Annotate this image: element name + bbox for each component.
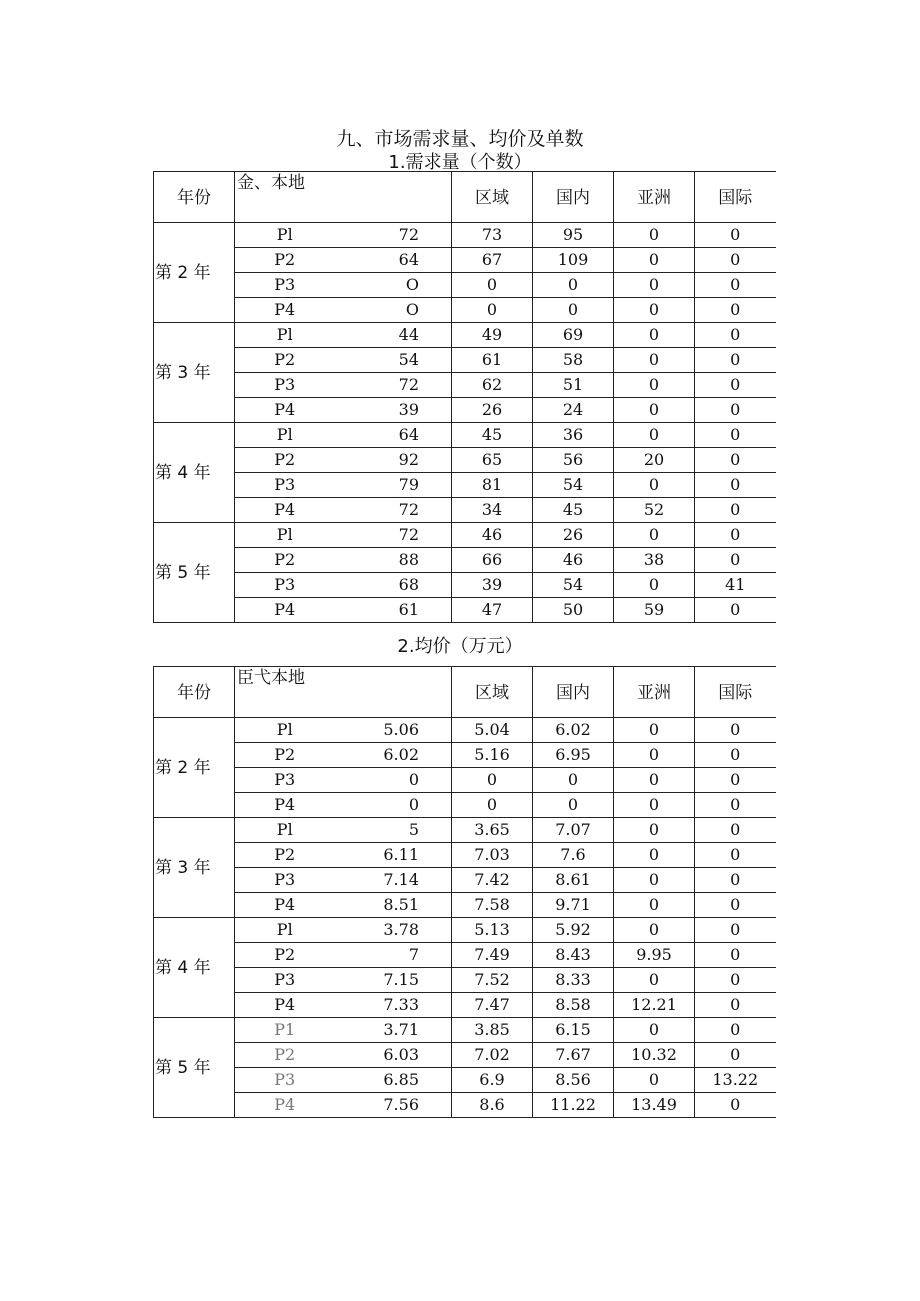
product-cell: P4	[235, 598, 335, 623]
region-cell: 46	[452, 523, 533, 548]
region-cell: 67	[452, 248, 533, 273]
region-cell: 3.85	[452, 1018, 533, 1043]
region-cell: 7.49	[452, 943, 533, 968]
header-region: 区域	[452, 172, 533, 223]
region-cell: 7.42	[452, 868, 533, 893]
product-cell: P4	[235, 298, 335, 323]
local-cell: 72	[335, 498, 452, 523]
region-cell: 7.02	[452, 1043, 533, 1068]
local-cell: 3.71	[335, 1018, 452, 1043]
region-cell: 7.58	[452, 893, 533, 918]
table-row	[154, 573, 776, 598]
intl-cell: 0	[695, 743, 776, 768]
header-asia: 亚洲	[614, 172, 695, 223]
local-cell: 54	[335, 348, 452, 373]
product-cell: P2	[235, 943, 335, 968]
asia-cell: 0	[614, 223, 695, 248]
product-cell: P3	[235, 273, 335, 298]
year-cell: 第 3 年	[154, 818, 235, 918]
product-cell: P3	[235, 373, 335, 398]
region-cell: 26	[452, 398, 533, 423]
table-row	[154, 1043, 776, 1068]
local-cell: 61	[335, 598, 452, 623]
table-row	[154, 943, 776, 968]
table-row	[154, 423, 776, 448]
table-row	[154, 1018, 776, 1043]
product-cell: P4	[235, 793, 335, 818]
product-cell: P3	[235, 573, 335, 598]
local-cell: 39	[335, 398, 452, 423]
local-cell: 64	[335, 423, 452, 448]
year-cell: 第 3 年	[154, 323, 235, 423]
table-row	[154, 968, 776, 993]
local-cell: O	[335, 298, 452, 323]
product-cell: P3	[235, 968, 335, 993]
local-cell: 0	[335, 768, 452, 793]
header-intl: 国际	[695, 172, 776, 223]
region-cell: 73	[452, 223, 533, 248]
domestic-cell: 6.95	[533, 743, 614, 768]
intl-cell: 0	[695, 893, 776, 918]
domestic-cell: 0	[533, 768, 614, 793]
domestic-cell: 54	[533, 473, 614, 498]
table-row	[154, 273, 776, 298]
domestic-cell: 54	[533, 573, 614, 598]
year-cell: 第 4 年	[154, 918, 235, 1018]
local-cell: 7.56	[335, 1093, 452, 1118]
domestic-cell: 8.56	[533, 1068, 614, 1093]
table-row	[154, 498, 776, 523]
domestic-cell: 50	[533, 598, 614, 623]
domestic-cell: 69	[533, 323, 614, 348]
intl-cell: 0	[695, 523, 776, 548]
intl-cell: 0	[695, 718, 776, 743]
table-row	[154, 868, 776, 893]
intl-cell: 0	[695, 473, 776, 498]
asia-cell: 0	[614, 793, 695, 818]
domestic-cell: 0	[533, 298, 614, 323]
intl-cell: 0	[695, 1043, 776, 1068]
region-cell: 0	[452, 793, 533, 818]
table-row	[154, 793, 776, 818]
intl-cell: 0	[695, 498, 776, 523]
intl-cell: 0	[695, 223, 776, 248]
local-cell: 3.78	[335, 918, 452, 943]
intl-cell: 0	[695, 943, 776, 968]
domestic-cell: 58	[533, 348, 614, 373]
region-cell: 7.03	[452, 843, 533, 868]
product-cell: P2	[235, 248, 335, 273]
year-cell: 第 4 年	[154, 423, 235, 523]
domestic-cell: 11.22	[533, 1093, 614, 1118]
region-cell: 5.04	[452, 718, 533, 743]
year-cell: 第 2 年	[154, 718, 235, 818]
asia-cell: 0	[614, 818, 695, 843]
domestic-cell: 7.07	[533, 818, 614, 843]
asia-cell: 0	[614, 1068, 695, 1093]
product-cell: P2	[235, 548, 335, 573]
product-cell: P4	[235, 498, 335, 523]
page-title: 九、市场需求量、均价及单数	[336, 128, 584, 150]
local-cell: 0	[335, 793, 452, 818]
price-header-row	[154, 667, 776, 718]
asia-cell: 0	[614, 743, 695, 768]
domestic-cell: 46	[533, 548, 614, 573]
intl-cell: 0	[695, 768, 776, 793]
table-row	[154, 843, 776, 868]
domestic-cell: 8.33	[533, 968, 614, 993]
domestic-cell: 26	[533, 523, 614, 548]
local-cell: 68	[335, 573, 452, 598]
product-cell: P2	[235, 843, 335, 868]
asia-cell: 0	[614, 473, 695, 498]
domestic-cell: 51	[533, 373, 614, 398]
table-row	[154, 768, 776, 793]
product-cell: Pl	[235, 223, 335, 248]
header-domestic: 国内	[533, 667, 614, 718]
region-cell: 0	[452, 768, 533, 793]
region-cell: 5.16	[452, 743, 533, 768]
local-cell: 44	[335, 323, 452, 348]
product-cell: P4	[235, 993, 335, 1018]
header-year: 年份	[154, 172, 235, 223]
local-cell: 7.33	[335, 993, 452, 1018]
asia-cell: 12.21	[614, 993, 695, 1018]
asia-cell: 52	[614, 498, 695, 523]
region-cell: 7.47	[452, 993, 533, 1018]
region-cell: 49	[452, 323, 533, 348]
table-row	[154, 743, 776, 768]
asia-cell: 0	[614, 768, 695, 793]
asia-cell: 0	[614, 323, 695, 348]
product-cell: Pl	[235, 323, 335, 348]
table-row	[154, 548, 776, 573]
product-cell: P4	[235, 398, 335, 423]
intl-cell: 0	[695, 598, 776, 623]
local-cell: 92	[335, 448, 452, 473]
domestic-cell: 8.58	[533, 993, 614, 1018]
local-cell: 5	[335, 818, 452, 843]
intl-cell: 0	[695, 1093, 776, 1118]
asia-cell: 0	[614, 1018, 695, 1043]
intl-cell: 0	[695, 423, 776, 448]
intl-cell: 0	[695, 248, 776, 273]
asia-cell: 0	[614, 273, 695, 298]
product-cell: P4	[235, 893, 335, 918]
local-cell: 6.02	[335, 743, 452, 768]
price-table	[153, 666, 776, 1118]
header-local: 金、本地	[235, 172, 452, 223]
product-cell: P3	[235, 1068, 335, 1093]
product-cell: P2	[235, 1043, 335, 1068]
table-row	[154, 448, 776, 473]
local-cell: 6.11	[335, 843, 452, 868]
domestic-cell: 9.71	[533, 893, 614, 918]
year-cell: 第 2 年	[154, 223, 235, 323]
product-cell: P3	[235, 473, 335, 498]
intl-cell: 0	[695, 548, 776, 573]
table-row	[154, 223, 776, 248]
table-row	[154, 818, 776, 843]
asia-cell: 0	[614, 398, 695, 423]
domestic-cell: 109	[533, 248, 614, 273]
domestic-cell: 0	[533, 793, 614, 818]
domestic-cell: 8.43	[533, 943, 614, 968]
product-cell: P2	[235, 743, 335, 768]
local-cell: 72	[335, 523, 452, 548]
region-cell: 7.52	[452, 968, 533, 993]
local-cell: 72	[335, 223, 452, 248]
region-cell: 5.13	[452, 918, 533, 943]
intl-cell: 0	[695, 843, 776, 868]
product-cell: Pl	[235, 423, 335, 448]
domestic-cell: 6.02	[533, 718, 614, 743]
asia-cell: 0	[614, 868, 695, 893]
asia-cell: 0	[614, 523, 695, 548]
table-row	[154, 248, 776, 273]
product-cell: P3	[235, 868, 335, 893]
intl-cell: 13.22	[695, 1068, 776, 1093]
asia-cell: 10.32	[614, 1043, 695, 1068]
product-cell: P4	[235, 1093, 335, 1118]
table-row	[154, 398, 776, 423]
header-local: 臣弋本地	[235, 667, 452, 718]
asia-cell: 0	[614, 248, 695, 273]
product-cell: P2	[235, 348, 335, 373]
table-row	[154, 348, 776, 373]
asia-cell: 0	[614, 718, 695, 743]
local-cell: 79	[335, 473, 452, 498]
year-cell: 第 5 年	[154, 1018, 235, 1118]
asia-cell: 59	[614, 598, 695, 623]
asia-cell: 13.49	[614, 1093, 695, 1118]
local-cell: 64	[335, 248, 452, 273]
asia-cell: 0	[614, 373, 695, 398]
local-cell: 7	[335, 943, 452, 968]
intl-cell: 0	[695, 323, 776, 348]
intl-cell: 0	[695, 993, 776, 1018]
asia-cell: 0	[614, 573, 695, 598]
year-cell: 第 5 年	[154, 523, 235, 623]
intl-cell: 0	[695, 348, 776, 373]
region-cell: 0	[452, 298, 533, 323]
local-cell: 8.51	[335, 893, 452, 918]
product-cell: P3	[235, 768, 335, 793]
intl-cell: 0	[695, 868, 776, 893]
domestic-cell: 6.15	[533, 1018, 614, 1043]
product-cell: P1	[235, 1018, 335, 1043]
domestic-cell: 5.92	[533, 918, 614, 943]
region-cell: 0	[452, 273, 533, 298]
intl-cell: 0	[695, 298, 776, 323]
local-cell: 7.15	[335, 968, 452, 993]
demand-table	[153, 171, 776, 623]
region-cell: 66	[452, 548, 533, 573]
intl-cell: 0	[695, 1018, 776, 1043]
table-row	[154, 893, 776, 918]
intl-cell: 0	[695, 793, 776, 818]
table-row	[154, 718, 776, 743]
intl-cell: 0	[695, 448, 776, 473]
region-cell: 6.9	[452, 1068, 533, 1093]
intl-cell: 41	[695, 573, 776, 598]
intl-cell: 0	[695, 398, 776, 423]
local-cell: 6.03	[335, 1043, 452, 1068]
table-row	[154, 373, 776, 398]
table-row	[154, 1068, 776, 1093]
local-cell: 72	[335, 373, 452, 398]
region-cell: 34	[452, 498, 533, 523]
local-cell: 5.06	[335, 718, 452, 743]
asia-cell: 9.95	[614, 943, 695, 968]
domestic-cell: 8.61	[533, 868, 614, 893]
asia-cell: 0	[614, 423, 695, 448]
intl-cell: 0	[695, 373, 776, 398]
intl-cell: 0	[695, 918, 776, 943]
header-region: 区域	[452, 667, 533, 718]
table-row	[154, 598, 776, 623]
domestic-cell: 7.6	[533, 843, 614, 868]
header-intl: 国际	[695, 667, 776, 718]
product-cell: P2	[235, 448, 335, 473]
region-cell: 61	[452, 348, 533, 373]
region-cell: 39	[452, 573, 533, 598]
table-row	[154, 1093, 776, 1118]
table-row	[154, 523, 776, 548]
header-asia: 亚洲	[614, 667, 695, 718]
region-cell: 3.65	[452, 818, 533, 843]
asia-cell: 0	[614, 968, 695, 993]
asia-cell: 0	[614, 893, 695, 918]
local-cell: O	[335, 273, 452, 298]
product-cell: Pl	[235, 523, 335, 548]
region-cell: 8.6	[452, 1093, 533, 1118]
product-cell: Pl	[235, 718, 335, 743]
local-cell: 7.14	[335, 868, 452, 893]
table-row	[154, 323, 776, 348]
domestic-cell: 7.67	[533, 1043, 614, 1068]
domestic-cell: 56	[533, 448, 614, 473]
header-year: 年份	[154, 667, 235, 718]
asia-cell: 0	[614, 918, 695, 943]
intl-cell: 0	[695, 273, 776, 298]
region-cell: 65	[452, 448, 533, 473]
intl-cell: 0	[695, 968, 776, 993]
table-row	[154, 993, 776, 1018]
local-cell: 88	[335, 548, 452, 573]
product-cell: Pl	[235, 918, 335, 943]
asia-cell: 20	[614, 448, 695, 473]
demand-header-row	[154, 172, 776, 223]
domestic-cell: 45	[533, 498, 614, 523]
table-row	[154, 298, 776, 323]
asia-cell: 0	[614, 843, 695, 868]
demand-subtitle: 1.需求量（个数）	[388, 152, 532, 173]
region-cell: 45	[452, 423, 533, 448]
asia-cell: 0	[614, 348, 695, 373]
domestic-cell: 24	[533, 398, 614, 423]
asia-cell: 0	[614, 298, 695, 323]
header-domestic: 国内	[533, 172, 614, 223]
price-subtitle: 2.均价（万元）	[397, 636, 523, 657]
intl-cell: 0	[695, 818, 776, 843]
product-cell: Pl	[235, 818, 335, 843]
region-cell: 81	[452, 473, 533, 498]
local-cell: 6.85	[335, 1068, 452, 1093]
domestic-cell: 95	[533, 223, 614, 248]
table-row	[154, 918, 776, 943]
table-row	[154, 473, 776, 498]
asia-cell: 38	[614, 548, 695, 573]
region-cell: 47	[452, 598, 533, 623]
region-cell: 62	[452, 373, 533, 398]
domestic-cell: 36	[533, 423, 614, 448]
domestic-cell: 0	[533, 273, 614, 298]
